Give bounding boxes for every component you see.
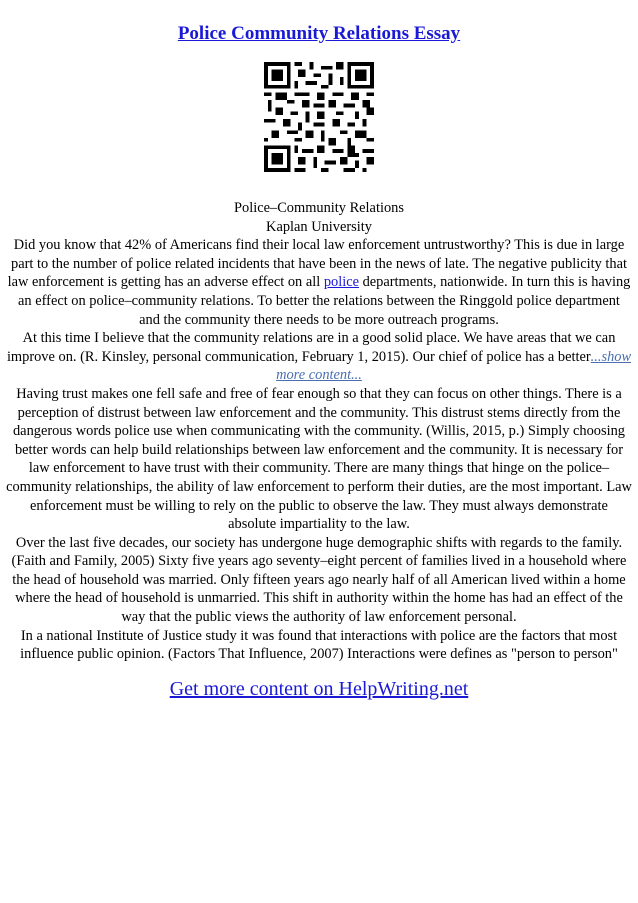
paragraph: Over the last five decades, our society has undergone huge demographic shifts with regards to the family. (Faith and Family, 2005) Sixty five years ago seventy–eight percent of families lived in a household where the head of household was married. Only fifteen years ago nearly half of all American lived within a home where the head of household is unmarried. This shift in authority within the home has had an effect of the way that the public views the authority of law enforcement personal. (11, 534, 627, 626)
police-link[interactable]: police (323, 274, 359, 291)
essay-header-line: Kaplan University (266, 218, 372, 235)
essay-body (6, 199, 632, 664)
essay-title-link[interactable]: Police Community Relations Essay (177, 23, 461, 44)
get-more-content-link[interactable]: Get more content on HelpWriting.net (169, 678, 469, 700)
paragraph: Having trust makes one fell safe and free of fear enough so that they can focus on other things. There is a perception of distrust between law enforcement and the community. This distrust stems directly from the dangerous words police use when communicating with the community. (Willis, 2015, p.) Simply choosing better words can help build relationships between law enforcement and the community. It is necessary for law enforcement to have trust with their community. There are many things that hinge on the police–community relationships, the ability of law enforcement to perform their duties, are the most important. Law enforcement must be willing to rely on the public to observe the law. They must always demonstrate absolute impartiality to the law. (6, 385, 632, 533)
qr-code (264, 62, 374, 172)
essay-header-line: Police–Community Relations (234, 200, 404, 216)
paragraph-text: Did you know that 42% of Americans find their local law enforcement untrustworthy? This is due in large part to the number of police related incidents that have been in the news of late. The negative publicity that law enforcement is getting has an adverse effect on all (7, 237, 627, 291)
paragraph (6, 236, 632, 329)
paragraph (6, 329, 632, 385)
paragraph-text: At this time I believe that the community relations are in a good solid place. We have areas that we can improve on. (R. Kinsley, personal communication, February 1, 2015). Our chief of police has a better (6, 330, 616, 365)
paragraph: In a national Institute of Justice study it was found that interactions with police are the factors that most influence public opinion. (Factors That Influence, 2007) Interactions were defines as "person to person" (20, 627, 618, 663)
paragraph-text: departments, nationwide. In turn this is having an effect on police–community relations. To better the relations between the Ringgold police department and the community there needs to be more outreach programs. (18, 274, 631, 328)
show-more-link[interactable]: ...show more content... (276, 348, 632, 384)
